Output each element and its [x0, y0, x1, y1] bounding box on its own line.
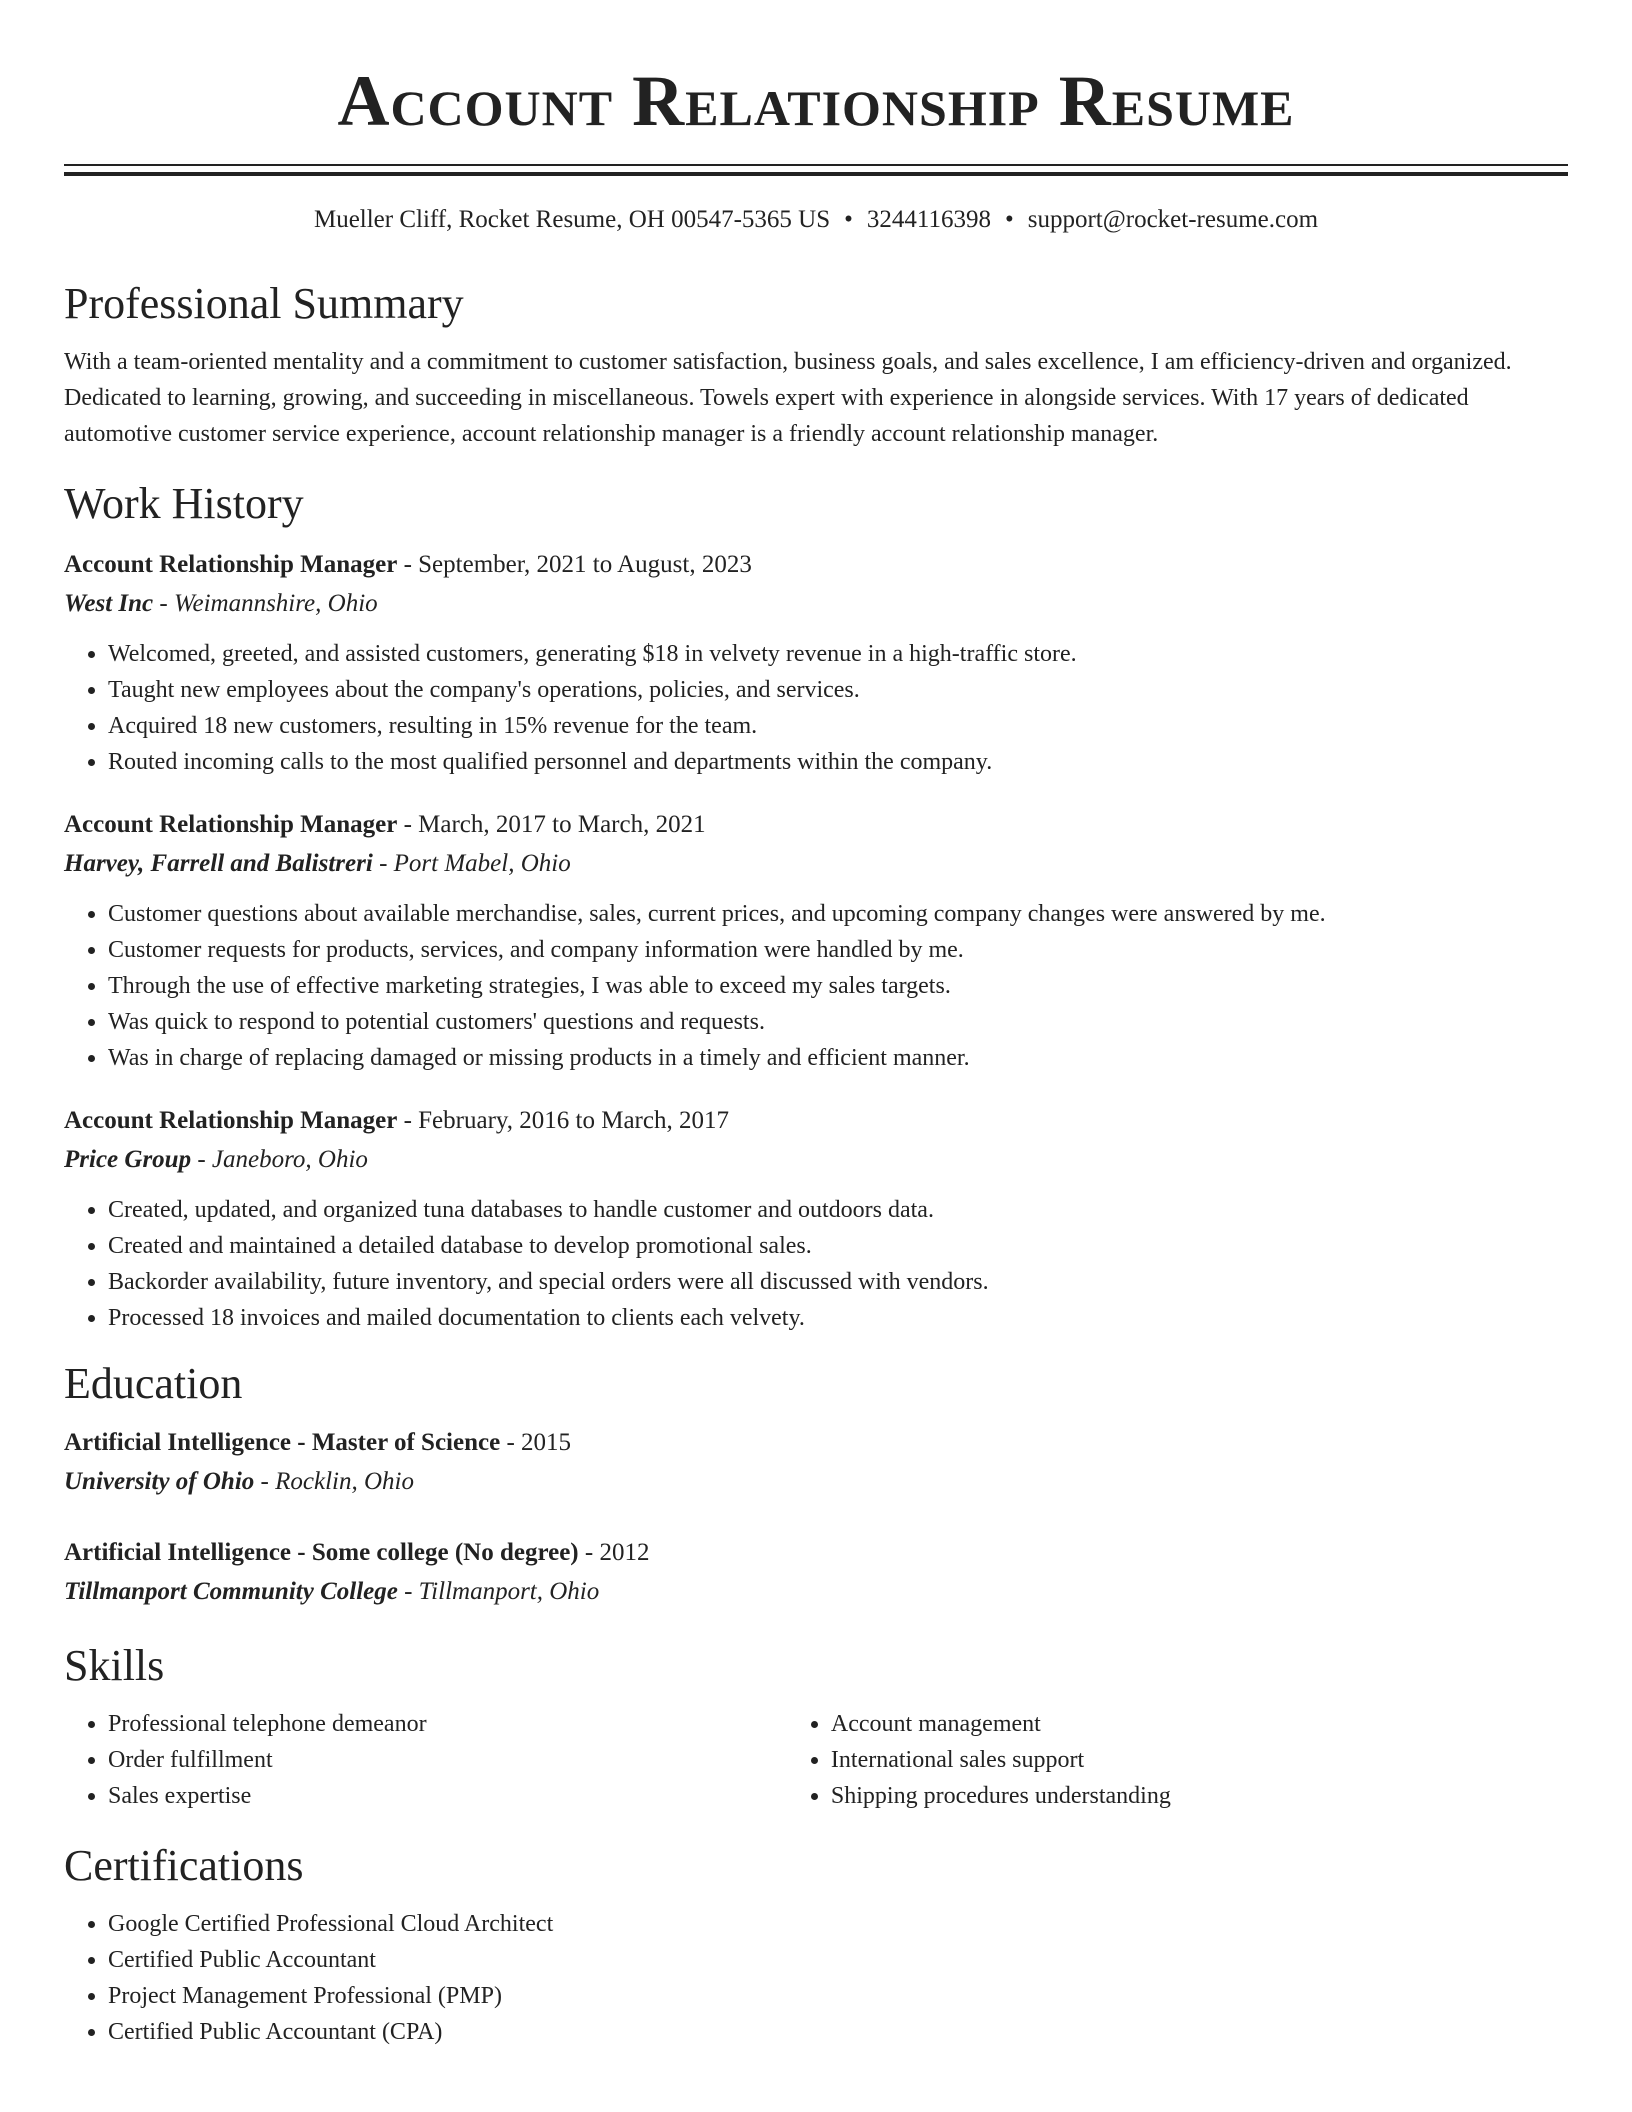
work-history-heading: Work History: [64, 479, 304, 528]
contact-address: Mueller Cliff, Rocket Resume, OH 00547-5365 US: [313, 206, 831, 233]
summary-text: With a team-oriented mentality and a commitment to customer satisfaction, business goals, and sales excellence, I am efficiency-driven and organized. Dedicated to learning, growing, and succeeding in miscellaneous. Towels expert with experience in alongside services. With 17 years of dedicated automotive customer service experience, account relationship manager is a friendly account relationship manager.: [64, 349, 1512, 447]
job-title-line: [64, 1102, 1568, 1140]
job-bullet: • Taught new employees about the company's operations, policies, and services.: [108, 672, 1568, 708]
education-entry: [64, 1534, 1568, 1612]
certifications-heading: Certifications: [64, 1841, 304, 1890]
skill-item: • Professional telephone demeanor: [108, 1706, 787, 1742]
certification-item: • Project Management Professional (PMP): [108, 1978, 1568, 2014]
skills-heading: Skills: [64, 1641, 165, 1690]
job-location: - Janeboro, Ohio: [191, 1146, 368, 1173]
job-company: West Inc: [64, 590, 154, 617]
job-entry: [64, 806, 1568, 1076]
job-location: - Port Mabel, Ohio: [372, 850, 571, 877]
resume-page: [64, 0, 1568, 2050]
skills-column-right: [787, 1706, 1568, 1814]
job-role: Account Relationship Manager: [64, 1107, 398, 1134]
job-bullets: [64, 1192, 1568, 1336]
education-heading: Education: [64, 1359, 243, 1408]
job-dates: - September, 2021 to August, 2023: [397, 551, 752, 578]
job-role: Account Relationship Manager: [64, 811, 398, 838]
education-year: - 2015: [500, 1429, 572, 1456]
skill-item: • Account management: [831, 1706, 1568, 1742]
job-bullet: • Created, updated, and organized tuna databases to handle customer and outdoors data.: [108, 1192, 1568, 1228]
education-school-line: [64, 1572, 1568, 1612]
education-location: - Rocklin, Ohio: [254, 1468, 414, 1495]
contact-phone: 3244116398: [866, 206, 991, 233]
job-company: Harvey, Farrell and Balistreri: [64, 850, 373, 877]
job-bullet: • Processed 18 invoices and mailed documentation to clients each velvety.: [108, 1300, 1568, 1336]
job-bullet: • Routed incoming calls to the most qualified personnel and departments within the company.: [108, 744, 1568, 780]
job-company-line: [64, 584, 1568, 624]
contact-email: support@rocket-resume.com: [1027, 206, 1319, 233]
education-degree: Artificial Intelligence - Master of Science: [64, 1429, 501, 1456]
job-title-line: [64, 806, 1568, 844]
job-bullet: • Was in charge of replacing damaged or missing products in a timely and efficient manner.: [108, 1040, 1568, 1076]
education-school: Tillmanport Community College: [64, 1578, 398, 1605]
job-bullet: • Acquired 18 new customers, resulting in 15% revenue for the team.: [108, 708, 1568, 744]
certification-item: • Certified Public Accountant: [108, 1942, 1568, 1978]
education-entry: [64, 1424, 1568, 1502]
education-school-line: [64, 1462, 1568, 1502]
education-year: - 2012: [578, 1539, 650, 1566]
job-entry: [64, 546, 1568, 780]
job-bullets: [64, 636, 1568, 780]
job-bullet: • Created and maintained a detailed database to develop promotional sales.: [108, 1228, 1568, 1264]
education-degree: Artificial Intelligence - Some college (No degree): [64, 1539, 579, 1566]
job-bullets: [64, 896, 1568, 1076]
job-company-line: [64, 844, 1568, 884]
skill-item: • Order fulfillment: [108, 1742, 787, 1778]
job-role: Account Relationship Manager: [64, 551, 398, 578]
job-location: - Weimannshire, Ohio: [153, 590, 378, 617]
title-double-rule: [64, 164, 1568, 176]
education-degree-line: [64, 1424, 1568, 1462]
contact-line: [64, 204, 1568, 236]
education-school: University of Ohio: [64, 1468, 255, 1495]
education-location: - Tillmanport, Ohio: [397, 1578, 600, 1605]
certification-item: • Google Certified Professional Cloud Architect: [108, 1906, 1568, 1942]
job-bullet: • Through the use of effective marketing strategies, I was able to exceed my sales targets.: [108, 968, 1568, 1004]
job-bullet: • Welcomed, greeted, and assisted customers, generating $18 in velvety revenue in a high-traffic store.: [108, 636, 1568, 672]
job-entry: [64, 1102, 1568, 1336]
skills-column-left: [64, 1706, 787, 1814]
job-dates: - March, 2017 to March, 2021: [397, 811, 706, 838]
resume-title: Account Relationship Resume: [337, 61, 1295, 141]
job-bullet: • Was quick to respond to potential customers' questions and requests.: [108, 1004, 1568, 1040]
job-dates: - February, 2016 to March, 2017: [397, 1107, 729, 1134]
separator-dot: •: [844, 206, 853, 233]
certification-item: • Certified Public Accountant (CPA): [108, 2014, 1568, 2050]
job-bullet: • Customer questions about available merchandise, sales, current prices, and upcoming company changes were answered by me.: [108, 896, 1568, 932]
skills-grid: [64, 1706, 1568, 1814]
skill-item: • International sales support: [831, 1742, 1568, 1778]
skill-item: • Sales expertise: [108, 1778, 787, 1814]
summary-heading: Professional Summary: [64, 279, 464, 328]
education-degree-line: [64, 1534, 1568, 1572]
job-title-line: [64, 546, 1568, 584]
skill-item: • Shipping procedures understanding: [831, 1778, 1568, 1814]
certifications-list: [64, 1906, 1568, 2050]
job-bullet: • Customer requests for products, services, and company information were handled by me.: [108, 932, 1568, 968]
job-company-line: [64, 1140, 1568, 1180]
job-bullet: • Backorder availability, future inventory, and special orders were all discussed with vendors.: [108, 1264, 1568, 1300]
separator-dot: •: [1004, 206, 1014, 233]
job-company: Price Group: [64, 1146, 192, 1173]
